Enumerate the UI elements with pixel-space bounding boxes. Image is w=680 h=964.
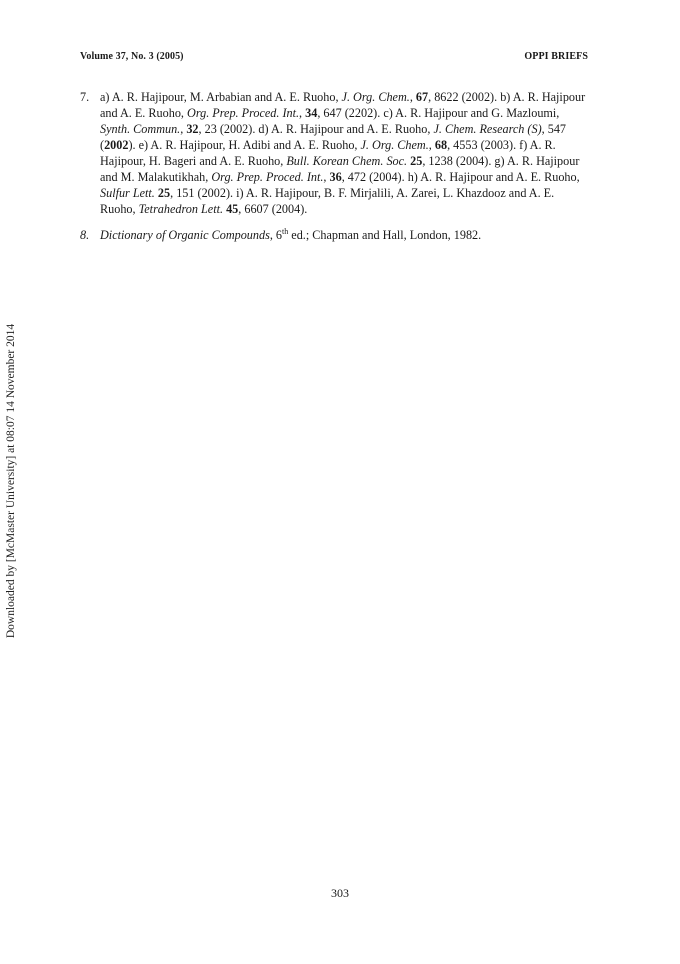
reference-segment: ,	[299, 106, 306, 120]
reference-segment: J. Org. Chem.	[360, 138, 429, 152]
journal-section: OPPI BRIEFS	[524, 51, 588, 62]
reference-number: 8.	[80, 228, 90, 242]
reference-segment: 45	[226, 202, 239, 216]
reference-segment: ,	[428, 138, 435, 152]
reference-segment: 67	[415, 90, 429, 104]
reference-segment: , 647 (2202). c) A. R. Hajipour and G. Mazloumi,	[317, 106, 560, 120]
reference-segment: 36	[329, 170, 342, 184]
reference-segment: ed.; Chapman and Hall, London, 1982.	[288, 228, 482, 242]
volume-info: Volume 37, No. 3 (2005)	[80, 51, 184, 62]
reference-segment: J. Chem. Research (S)	[433, 122, 542, 136]
reference-segment: 68	[434, 138, 448, 152]
reference-segment: , 4553 (2003). f) A. R. Hajipour, H. Bageri and A. E. Ruoho,	[100, 138, 556, 168]
reference-text	[100, 89, 588, 217]
reference-text	[100, 227, 588, 243]
reference-segment: 32	[186, 122, 199, 136]
reference-segment: ,	[323, 170, 330, 184]
reference-segment: , 23 (2002). d) A. R. Hajipour and A. E. Ruoho,	[198, 122, 434, 136]
reference-segment: Tetrahedron Lett.	[138, 202, 224, 216]
reference-number: 7.	[80, 90, 90, 104]
reference-segment: , 6607 (2004).	[238, 202, 308, 216]
reference-segment: , 151 (2002). i) A. R. Hajipour, B. F. Mirjalili, A. Zarei, L. Khazdooz and A. E. Ruoho,	[100, 186, 555, 216]
reference-segment: Org. Prep. Proced. Int.	[187, 106, 300, 120]
reference-segment: 25	[157, 186, 171, 200]
reference-segment: Synth. Commun.	[100, 122, 181, 136]
running-header	[80, 51, 588, 62]
reference-segment: , 1238 (2004). g) A. R. Hajipour and M. Malakutikhah,	[100, 154, 580, 184]
reference-segment: th	[282, 226, 289, 236]
reference-segment: Dictionary of Organic Compounds	[100, 228, 270, 242]
reference-segment: 34	[305, 106, 318, 120]
reference-segment: , 472 (2004). h) A. R. Hajipour and A. E. Ruoho,	[341, 170, 580, 184]
download-watermark	[4, 300, 18, 662]
reference-item-7	[80, 89, 588, 217]
reference-segment: , 547 (	[100, 122, 567, 152]
reference-segment: Sulfur Lett.	[100, 186, 155, 200]
reference-segment: ,	[180, 122, 187, 136]
reference-item-8	[80, 227, 588, 243]
reference-segment: Org. Prep. Proced. Int.	[211, 170, 324, 184]
reference-segment: ,	[409, 90, 416, 104]
download-notice-text: Downloaded by [McMaster University] at 08:07 14 November 2014	[5, 323, 17, 639]
reference-segment: J. Org. Chem.	[341, 90, 410, 104]
page-number: 303	[331, 886, 349, 900]
reference-segment: ). e) A. R. Hajipour, H. Adibi and A. E. Ruoho,	[128, 138, 361, 152]
reference-segment: , 8622 (2002). b) A. R. Hajipour and A. E. Ruoho,	[100, 90, 586, 120]
reference-list	[80, 89, 588, 243]
reference-segment: , 6	[269, 228, 283, 242]
reference-segment: Bull. Korean Chem. Soc.	[286, 154, 408, 168]
reference-segment: 2002	[104, 138, 129, 152]
reference-segment: 25	[410, 154, 423, 168]
reference-segment: a) A. R. Hajipour, M. Arbabian and A. E. Ruoho,	[100, 90, 342, 104]
